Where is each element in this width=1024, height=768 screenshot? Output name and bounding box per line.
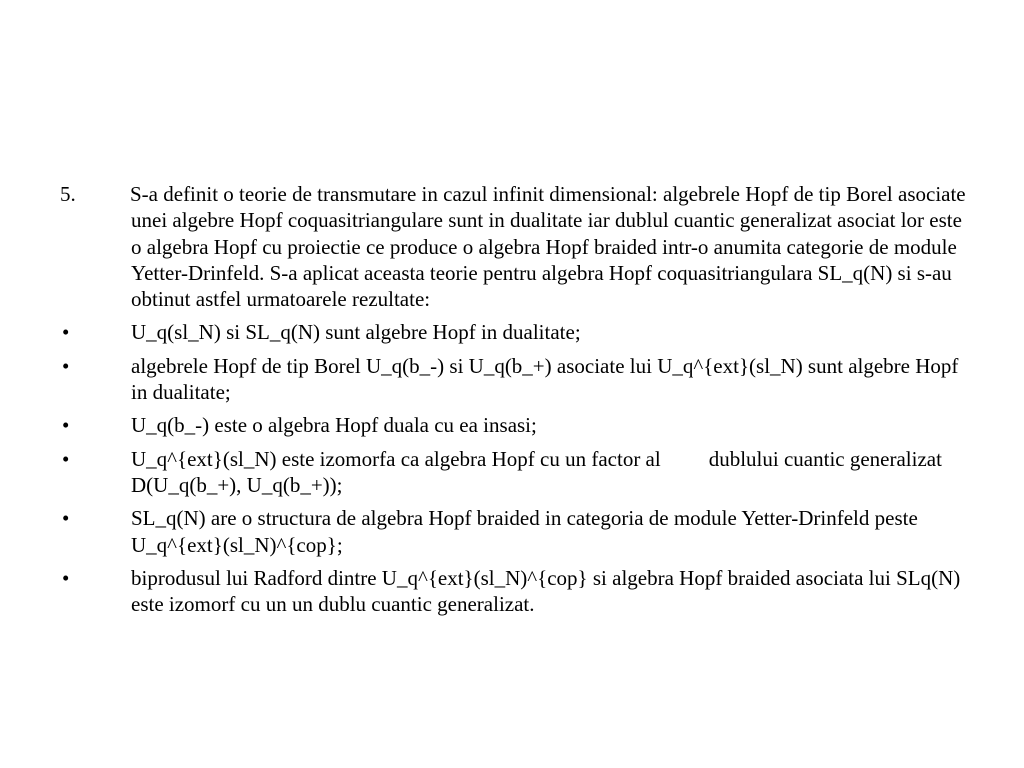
bullet-item-6 [60, 565, 970, 618]
bullet-text: SL_q(N) are o structura de algebra Hopf braided in categoria de module Yetter-Drinfeld peste U_q^{ext}(sl_N)^{cop}; [131, 506, 918, 557]
bullet-text-part-a: U_q^{ext}(sl_N) este izomorfa ca algebra Hopf cu un factor al [131, 446, 661, 471]
bullet-item-5 [60, 505, 970, 558]
bullet-item-3 [60, 412, 970, 438]
bullet-icon: • [62, 446, 70, 471]
bullet-text: U_q(sl_N) si SL_q(N) sunt algebre Hopf in dualitate; [131, 320, 581, 345]
item-text: S-a definit o teorie de transmutare in cazul infinit dimensional: algebrele Hopf de tip Borel asociate unei algebre Hopf coquasitriangulare sunt in dualitate iar dublul cuantic generalizat asociat lor este o algebra Hopf cu proiectie ce produce o algebra Hopf braided intr-o anumita categorie de module Yetter-Drinfeld. S-a aplicat aceasta teorie pentru algebra Hopf coquasitriangulara SL_q(N) si s-au obtinut astfel urmatoarele rezultate: [130, 182, 966, 312]
bullet-text: algebrele Hopf de tip Borel U_q(b_-) si U_q(b_+) asociate lui U_q^{ext}(sl_N) sunt algebre Hopf in dualitate; [131, 353, 959, 405]
bullet-item-1 [60, 319, 970, 345]
bullet-text-part-b: dublului cuantic generalizat D(U_q(b_+), U_q(b_+)); [131, 446, 942, 497]
numbered-item [60, 181, 970, 312]
bullet-list [60, 319, 970, 617]
bullet-icon: • [62, 353, 70, 378]
bullet-icon: • [62, 413, 70, 438]
bullet-text: biprodusul lui Radford dintre U_q^{ext}(sl_N)^{cop} si algebra Hopf braided asociata lui SLq(N) este izomorf cu un un dublu cuantic generalizat. [131, 565, 961, 617]
bullet-icon: • [62, 506, 70, 531]
bullet-icon: • [62, 565, 70, 590]
bullet-item-2 [60, 353, 970, 406]
bullet-icon: • [62, 320, 70, 345]
bullet-text: U_q(b_-) este o algebra Hopf duala cu ea insasi; [131, 413, 537, 438]
item-number: 5. [60, 182, 76, 206]
slide-content [60, 181, 970, 624]
bullet-item-4 [60, 446, 970, 499]
